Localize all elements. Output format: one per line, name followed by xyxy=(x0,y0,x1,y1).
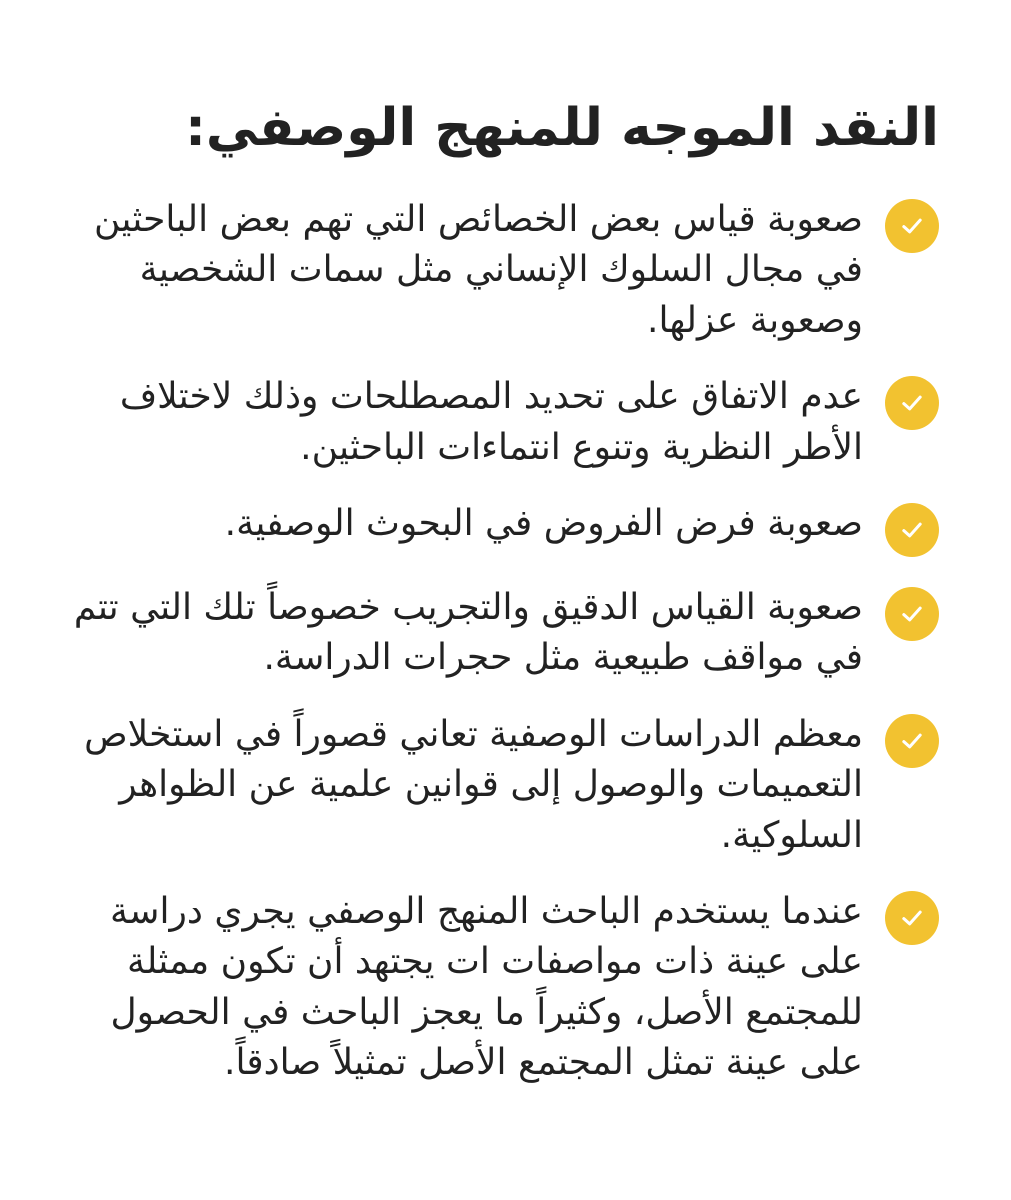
check-icon xyxy=(885,376,939,430)
list-item xyxy=(70,887,939,1089)
list-item-text: صعوبة فرض الفروض في البحوث الوصفية. xyxy=(224,502,863,544)
list-item xyxy=(70,499,939,557)
check-icon xyxy=(885,891,939,945)
check-icon xyxy=(885,199,939,253)
check-icon xyxy=(885,587,939,641)
list-item-text: صعوبة قياس بعض الخصائص التي تهم بعض الباحثين في مجال السلوك الإنساني مثل سمات الشخصية وصعوبة عزلها. xyxy=(93,199,863,341)
list-item-text: معظم الدراسات الوصفية تعاني قصوراً في استخلاص التعميمات والوصول إلى قوانين علمية عن الظواهر السلوكية. xyxy=(84,713,863,856)
list-item-text: صعوبة القياس الدقيق والتجريب خصوصاً تلك التي تتم في مواقف طبيعية مثل حجرات الدراسة. xyxy=(73,586,863,679)
check-icon xyxy=(885,714,939,768)
page-title: النقد الموجه للمنهج الوصفي: xyxy=(185,98,939,158)
list-item-text: عدم الاتفاق على تحديد المصطلحات وذلك لاختلاف الأطر النظرية وتنوع انتماءات الباحثين. xyxy=(119,376,863,468)
list-item xyxy=(70,372,939,473)
criticism-list xyxy=(70,195,939,1088)
check-icon xyxy=(885,503,939,557)
list-item xyxy=(70,583,939,684)
list-item xyxy=(70,195,939,346)
list-item-text: عندما يستخدم الباحث المنهج الوصفي يجري دراسة على عينة ذات مواصفات ات يجتهد أن تكون ممثلة للمجتمع الأصل، وكثيراً ما يعجز الباحث في الحصول على عينة تمثل المجتمع الأصل تمثيلاً صادقاً. xyxy=(110,890,863,1084)
list-item xyxy=(70,710,939,861)
